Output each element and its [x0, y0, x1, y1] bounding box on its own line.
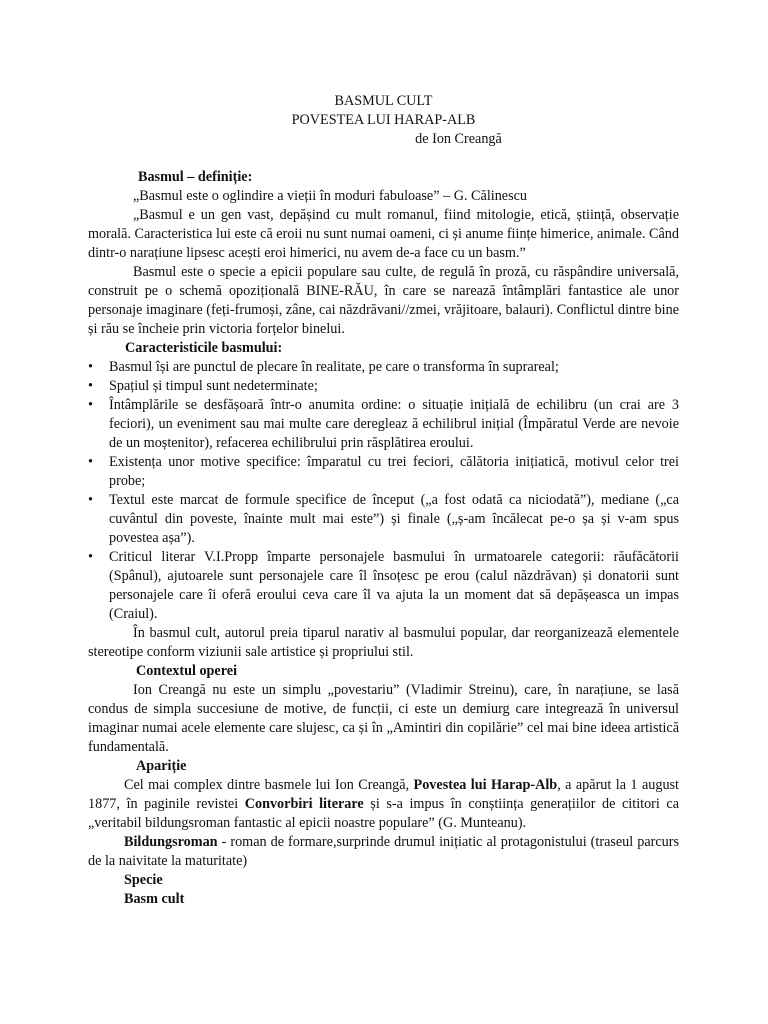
bullet-icon: •	[88, 492, 93, 508]
bullet-icon: •	[88, 549, 93, 565]
document-title: BASMUL CULT	[334, 93, 433, 109]
list-item: • Basmul își are punctul de plecare în realitate, pe care o transforma în suprareal;	[88, 359, 559, 375]
heading-specie: Specie	[124, 872, 163, 888]
heading-aparitie: Apariție	[136, 758, 187, 774]
quote-basmul-gen: „Basmul e un gen vast, depășind cu mult romanul, fiind mitologie, etică, știință, observație morală. Caracteristica lui este că eroii nu sunt numai oameni, ci și anume ființe himerice, animale. Când dintr-o narațiune lipsesc acești eroi himerici, nu avem de-a face cu un basm.”	[88, 207, 679, 261]
list-item: • Existența unor motive specifice: împaratul cu trei feciori, călătoria inițiatică, motivul celor trei probe;	[88, 454, 679, 489]
characteristics-list	[88, 358, 679, 624]
specie-value: Basm cult	[124, 891, 185, 907]
paragraph-bildungsroman: Bildungsroman - roman de formare,surprinde drumul inițiatic al protagonistului (traseul parcurs de la naivitate la maturitate)	[88, 834, 679, 869]
bullet-icon: •	[88, 454, 93, 470]
document-subtitle: POVESTEA LUI HARAP-ALB	[291, 112, 476, 128]
magazine-title: Convorbiri literare	[244, 796, 364, 812]
list-item: • Criticul literar V.I.Propp împarte personajele basmului în urmatoarele categorii: răufăcătorii (Spânul), ajutoarele sunt personajele care îl însoțesc pe erou (calul năzdrăvan) și donatorii sunt personajele care îi oferă eroului ceva care îl va ajuta la un moment dat să depășeasca un impas (Craiul).	[88, 549, 679, 622]
heading-context: Contextul operei	[136, 663, 238, 679]
paragraph-context: Ion Creangă nu este un simplu „povestariu” (Vladimir Streinu), care, în narațiune, se lasă condus de simpla succesiune de motive, de funcții, ci este un demiurg care integrează în universul imaginar numai acele elemente care slujesc, ca și în „Amintiri din copilărie” cel mai bine ideea artistică fundamentală.	[88, 682, 679, 755]
bullet-icon: •	[88, 397, 93, 413]
paragraph-basm-cult: În basmul cult, autorul preia tiparul narativ al basmului popular, dar reorganizează elementele stereotipe conform viziunii sale artistice și propriului stil.	[88, 625, 679, 660]
list-item: • Textul este marcat de formule specifice de început („a fost odată ca niciodată”), mediane („ca cuvântul din poveste, înainte mult mai este”) și finale („ș-am încălecat pe-o șa și v-am spus povestea așa”).	[88, 492, 679, 546]
paragraph-aparitie: Cel mai complex dintre basmele lui Ion Creangă, Povestea lui Harap-Alb, a apărut la 1 august 1877, în paginile revistei Convorbiri literare și s-a impus în conștiința generațiilor de cititori ca „veritabil bildungsroman fantastic al epicii noastre populare” (G. Munteanu).	[88, 777, 680, 831]
heading-caracteristici: Caracteristicile basmului:	[125, 340, 283, 356]
bildungsroman-term: Bildungsroman	[124, 834, 218, 850]
list-item: • Întâmplările se desfășoară într-o anumita ordine: o situație inițială de echilibru (un crai are 3 feciori), un eveniment sau mai multe care deregleaz ă echilibrul inițial (Împăratul Verde are nevoie de un moștenitor), refacerea echilibrului prin răsplătirea eroului.	[88, 397, 679, 451]
quote-calinescu: „Basmul este o oglindire a vieții în moduri fabuloase” – G. Călinescu	[133, 188, 528, 204]
heading-definitie: Basmul – definiție:	[138, 169, 253, 185]
bullet-icon: •	[88, 359, 93, 375]
spacer	[88, 149, 679, 168]
author-line: de Ion Creangă	[415, 131, 502, 147]
paragraph-definitie: Basmul este o specie a epicii populare sau culte, de regulă în proză, cu răspândire universală, construit pe o schemă opozițională BINE-RĂU, în care se narează întâmplări fantastice ale unor personaje imaginare (feți-frumoși, zâne, cai năzdrăvani//zmei, vrăjitoare, balauri). Conflictul dintre bine și rău se încheie prin victoria forțelor binelui.	[88, 264, 679, 337]
title-block	[88, 92, 679, 149]
document-body	[88, 92, 679, 909]
work-title: Povestea lui Harap-Alb	[413, 777, 558, 793]
list-item: • Spațiul și timpul sunt nedeterminate;	[88, 378, 318, 394]
bullet-icon: •	[88, 378, 93, 394]
